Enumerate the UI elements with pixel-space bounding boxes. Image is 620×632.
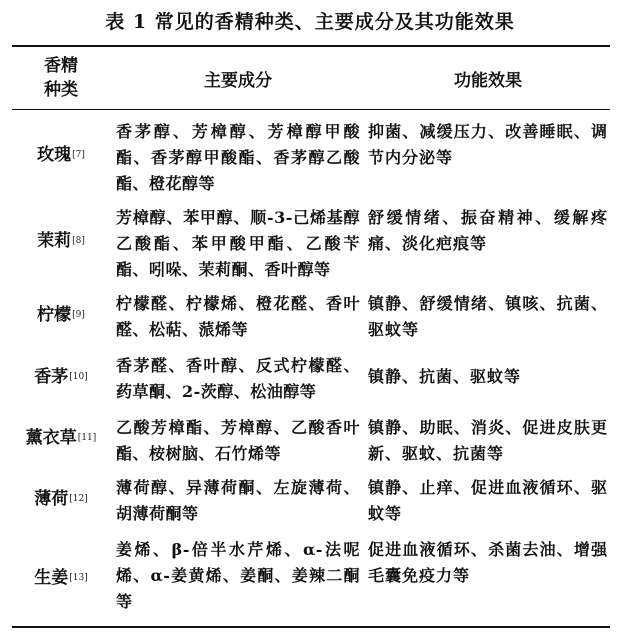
fragrance-name: 柠檬 — [37, 305, 72, 325]
fragrance-name-cell — [12, 530, 110, 626]
components-cell: 香茅醇、芳樟醇、芳樟醇甲酸酯、香茅醇甲酸酯、香茅醇乙酸酯、橙花醇等 — [116, 122, 360, 193]
table-row — [12, 284, 610, 346]
fragrance-name-cell — [12, 284, 110, 346]
components-cell: 香茅醛、香叶醇、反式柠檬醛、药草酮、2-茨醇、松油醇等 — [116, 356, 360, 401]
fragrance-name: 薄荷 — [34, 489, 69, 509]
components-cell: 芳樟醇、苯甲醇、顺-3-己烯基醇乙酸酯、苯甲酸甲酯、乙酸苄酯、吲哚、茉莉酮、香叶醇等 — [116, 208, 360, 279]
fragrance-name-cell — [12, 198, 110, 284]
table-row — [12, 468, 610, 530]
fragrance-name: 茉莉 — [37, 231, 72, 251]
citation-ref: [9] — [72, 310, 85, 320]
table-row — [12, 530, 610, 626]
fragrance-name-cell — [12, 468, 110, 530]
header-fragrance-type — [12, 48, 110, 108]
effects-cell: 促进血液循环、杀菌去油、增强毛囊免疫力等 — [368, 540, 608, 585]
fragrance-name: 香茅 — [34, 367, 69, 387]
effects-cell: 抑菌、减缓压力、改善睡眠、调节内分泌等 — [368, 122, 608, 167]
components-cell: 薄荷醇、异薄荷酮、左旋薄荷、胡薄荷酮等 — [116, 478, 360, 523]
effects-cell: 镇静、舒缓情绪、镇咳、抗菌、驱蚊等 — [368, 294, 608, 339]
table-header-rule — [12, 109, 610, 110]
table-body — [12, 112, 610, 626]
components-cell: 姜烯、β-倍半水芹烯、α-法呢烯、α-姜黄烯、姜酮、姜辣二酮等 — [116, 540, 360, 611]
effects-cell: 舒缓情绪、振奋精神、缓解疼痛、淡化疤痕等 — [368, 208, 608, 253]
effects-cell: 镇静、止痒、促进血液循环、驱蚊等 — [368, 478, 608, 523]
header-function-effects: 功能效果 — [454, 70, 522, 91]
fragrance-name: 玫瑰 — [37, 145, 72, 165]
citation-ref: [11] — [77, 433, 97, 443]
components-cell: 乙酸芳樟酯、芳樟醇、乙酸香叶酯、桉树脑、石竹烯等 — [116, 418, 360, 463]
table-top-rule — [12, 45, 610, 47]
table-title: 表 1 常见的香精种类、主要成分及其功能效果 — [105, 11, 515, 33]
fragrance-name: 生姜 — [34, 568, 69, 588]
citation-ref: [12] — [69, 494, 88, 504]
citation-ref: [13] — [69, 573, 88, 583]
fragrance-name-cell — [12, 408, 110, 468]
table-bottom-rule — [12, 626, 610, 628]
table-row — [12, 408, 610, 468]
effects-cell: 镇静、抗菌、驱蚊等 — [368, 367, 522, 386]
table-row — [12, 346, 610, 408]
citation-ref: [10] — [69, 372, 88, 382]
citation-ref: [8] — [72, 236, 85, 246]
table-row — [12, 198, 610, 284]
table-header-row — [12, 48, 610, 108]
header-fragrance-type-label: 香精种类 — [44, 56, 78, 100]
fragrance-name-cell — [12, 112, 110, 198]
header-main-components: 主要成分 — [204, 70, 272, 91]
citation-ref: [7] — [72, 150, 85, 160]
fragrance-name: 薰衣草 — [25, 428, 77, 448]
effects-cell: 镇静、助眠、消炎、促进皮肤更新、驱蚊、抗菌等 — [368, 418, 608, 463]
table-row — [12, 112, 610, 198]
fragrance-name-cell — [12, 346, 110, 408]
components-cell: 柠檬醛、柠檬烯、橙花醛、香叶醛、松萜、蒎烯等 — [116, 294, 360, 339]
